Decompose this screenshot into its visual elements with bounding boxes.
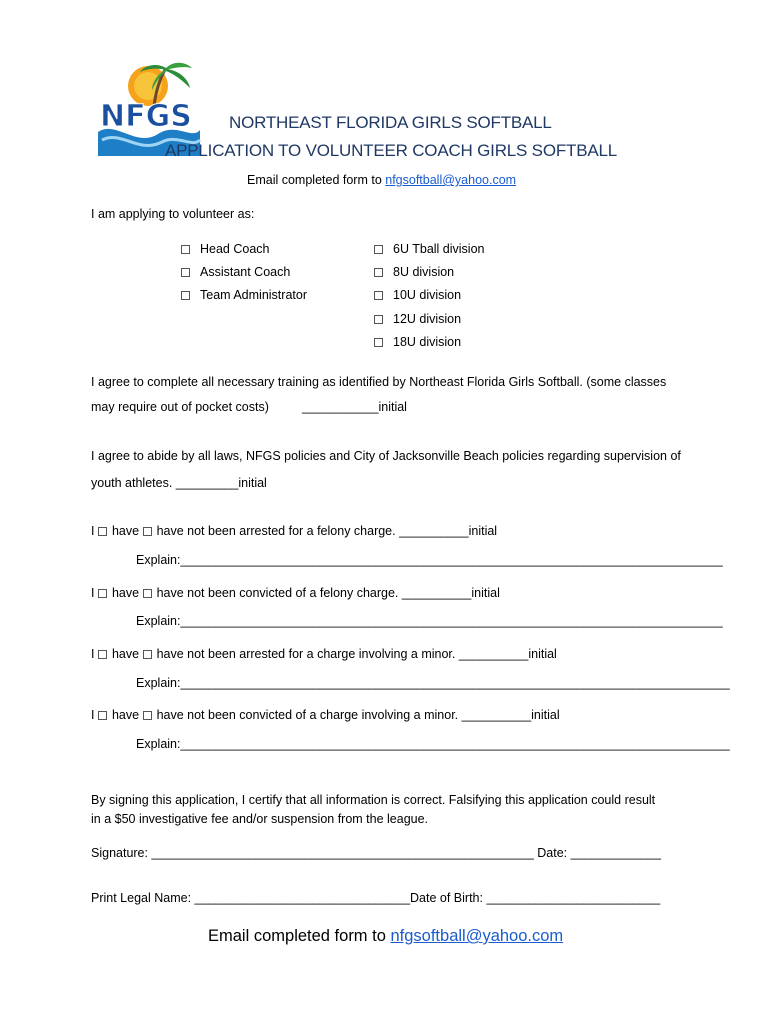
- role-label: Team Administrator: [200, 288, 307, 302]
- role-option-team-administrator[interactable]: [181, 288, 307, 302]
- header-email-line: [247, 173, 516, 187]
- title-line-2: APPLICATION TO VOLUNTEER COACH GIRLS SOFTBALL: [165, 141, 618, 160]
- training-initial-field[interactable]: ___________initial: [302, 400, 407, 414]
- role-option-assistant-coach[interactable]: [181, 265, 290, 279]
- explain-field[interactable]: Explain:______________________________________________________________________________: [136, 614, 723, 628]
- question-convicted-minor: [91, 708, 560, 722]
- checkbox[interactable]: [374, 291, 383, 300]
- checkbox-have[interactable]: [98, 650, 107, 659]
- role-label: Head Coach: [200, 242, 270, 256]
- footer-email-link[interactable]: nfgsoftball@yahoo.com: [390, 927, 564, 945]
- footer-email-line: [208, 927, 563, 946]
- division-label: 12U division: [393, 312, 462, 326]
- logo-text: NFGS: [100, 99, 192, 134]
- question-convicted-felony: [91, 586, 500, 600]
- laws-agreement-line-2[interactable]: youth athletes. _________initial: [91, 476, 267, 490]
- checkbox[interactable]: [374, 245, 383, 254]
- division-label: 8U division: [393, 265, 455, 279]
- certify-line-1: By signing this application, I certify that all information is correct. Falsifying this application could result: [91, 793, 656, 807]
- laws-agreement-line-1: I agree to abide by all laws, NFGS policies and City of Jacksonville Beach policies regarding supervision of: [91, 449, 681, 463]
- certify-line-2: in a $50 investigative fee and/or suspension from the league.: [91, 812, 429, 826]
- role-option-head-coach[interactable]: [181, 242, 270, 256]
- division-option-10u[interactable]: [374, 288, 461, 302]
- question-text: have not been arrested for a felony charge. __________initial: [156, 524, 498, 538]
- question-subject: I: [91, 708, 95, 722]
- question-text: have not been convicted of a felony charge. __________initial: [156, 586, 500, 600]
- have-label: have: [111, 524, 140, 538]
- have-label: have: [111, 647, 140, 661]
- checkbox-have-not[interactable]: [143, 711, 152, 720]
- checkbox-have-not[interactable]: [143, 527, 152, 536]
- division-label: 18U division: [393, 335, 462, 349]
- question-arrested-felony: [91, 524, 497, 538]
- division-option-12u[interactable]: [374, 312, 461, 326]
- have-label: have: [111, 708, 140, 722]
- title-line-1: NORTHEAST FLORIDA GIRLS SOFTBALL: [229, 113, 552, 132]
- checkbox-have-not[interactable]: [143, 650, 152, 659]
- checkbox-have[interactable]: [98, 711, 107, 720]
- question-text: have not been convicted of a charge involving a minor. __________initial: [156, 708, 560, 722]
- division-option-18u[interactable]: [374, 335, 461, 349]
- applying-label: I am applying to volunteer as:: [91, 207, 255, 221]
- division-option-6u[interactable]: [374, 242, 484, 256]
- footer-email-prefix: Email completed form to: [208, 927, 391, 945]
- checkbox[interactable]: [181, 245, 190, 254]
- question-subject: I: [91, 586, 95, 600]
- question-arrested-minor: [91, 647, 557, 661]
- explain-field[interactable]: Explain:______________________________________________________________________________: [136, 553, 723, 567]
- division-label: 6U Tball division: [393, 242, 485, 256]
- training-agreement-line-1: I agree to complete all necessary training as identified by Northeast Florida Girls Softball. (some classes: [91, 375, 667, 389]
- checkbox[interactable]: [181, 291, 190, 300]
- checkbox[interactable]: [374, 315, 383, 324]
- training-agreement-line-2: may require out of pocket costs): [91, 400, 269, 414]
- question-text: have not been arrested for a charge involving a minor. __________initial: [156, 647, 557, 661]
- checkbox[interactable]: [181, 268, 190, 277]
- header-email-prefix: Email completed form to: [247, 173, 386, 187]
- checkbox-have[interactable]: [98, 527, 107, 536]
- question-subject: I: [91, 647, 95, 661]
- question-subject: I: [91, 524, 95, 538]
- explain-field[interactable]: Explain:_______________________________________________________________________________: [136, 676, 730, 690]
- division-option-8u[interactable]: [374, 265, 454, 279]
- header-email-link[interactable]: nfgsoftball@yahoo.com: [385, 173, 517, 187]
- checkbox-have[interactable]: [98, 589, 107, 598]
- explain-field[interactable]: Explain:_______________________________________________________________________________: [136, 737, 730, 751]
- division-label: 10U division: [393, 288, 462, 302]
- checkbox-have-not[interactable]: [143, 589, 152, 598]
- role-label: Assistant Coach: [200, 265, 291, 279]
- checkbox[interactable]: [374, 268, 383, 277]
- print-name-dob-line[interactable]: Print Legal Name: _______________________________Date of Birth: _________________________: [91, 891, 661, 905]
- have-label: have: [111, 586, 140, 600]
- checkbox[interactable]: [374, 338, 383, 347]
- signature-date-line[interactable]: Signature: _______________________________________________________ Date: _____________: [91, 846, 662, 860]
